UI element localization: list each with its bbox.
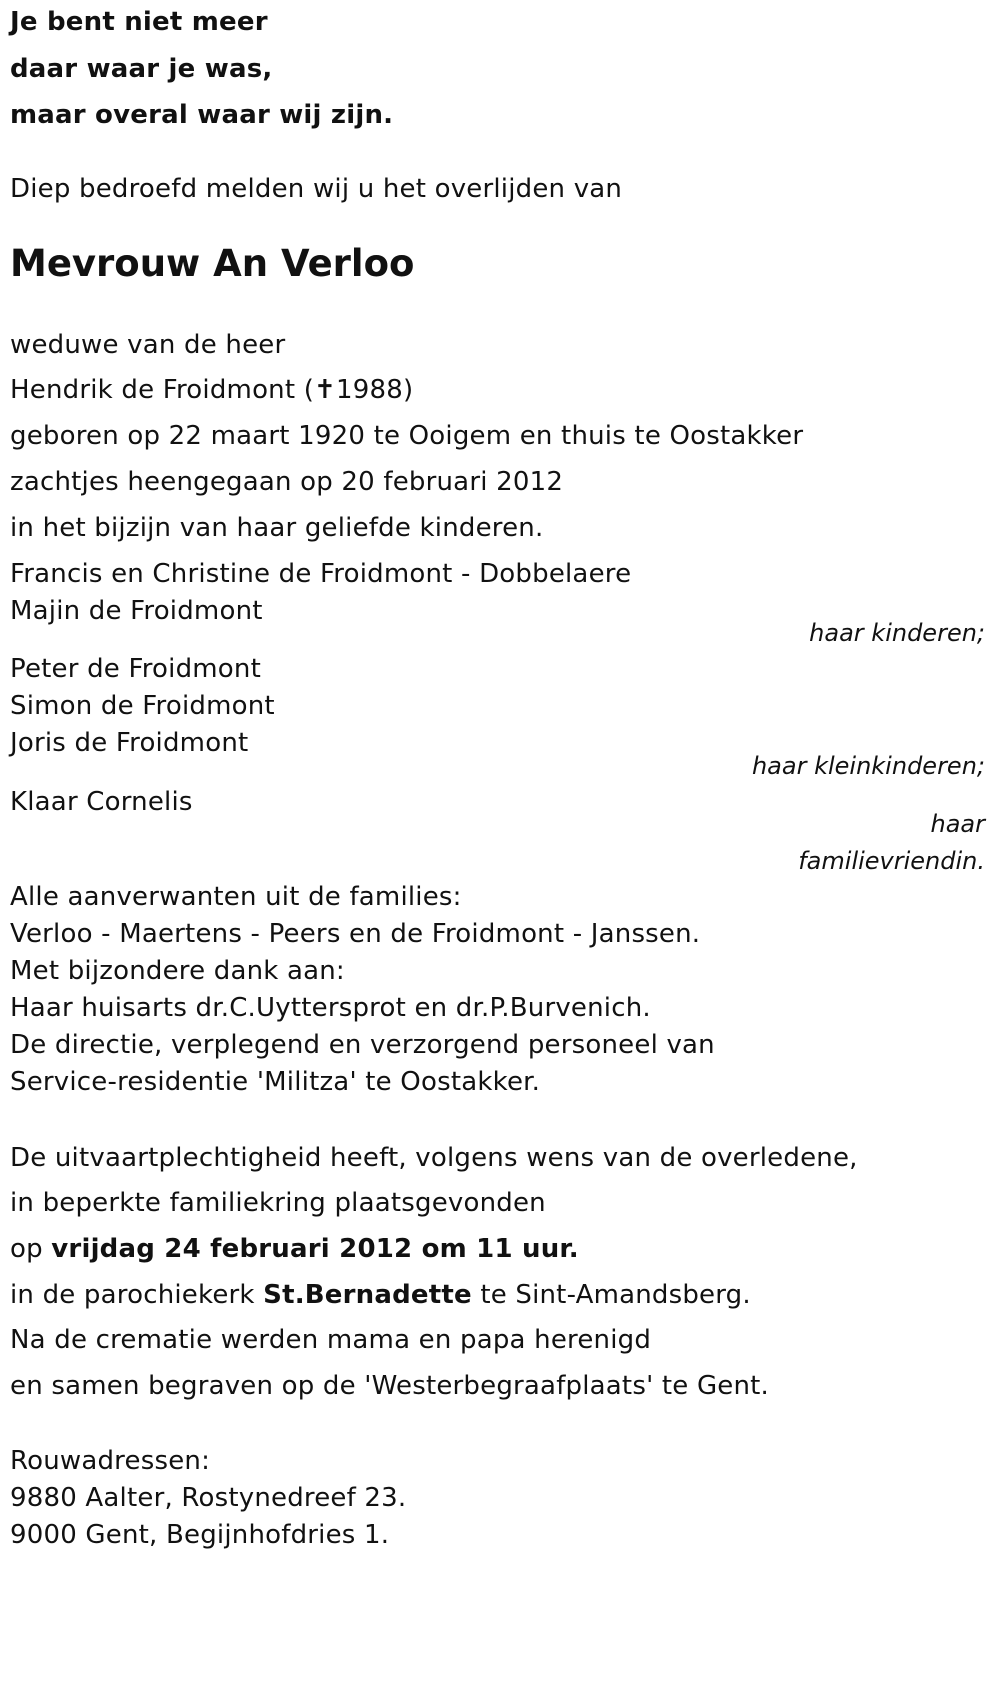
funeral-line-1: De uitvaartplechtigheid heeft, volgens wens van de overledene, bbox=[10, 1143, 858, 1173]
poem-line-2: daar waar je was, bbox=[10, 54, 273, 84]
friend-label-1: haar bbox=[930, 810, 985, 838]
funeral-line-4-suffix: te Sint-Amandsberg. bbox=[480, 1280, 751, 1310]
funeral-line-4-prefix: in de parochiekerk bbox=[10, 1280, 255, 1310]
address-line-2: 9000 Gent, Begijnhofdries 1. bbox=[10, 1520, 390, 1550]
families-line-4: Haar huisarts dr.C.Uyttersprot en dr.P.Burvenich. bbox=[10, 993, 651, 1023]
funeral-line-2: in beperkte familiekring plaatsgevonden bbox=[10, 1188, 546, 1218]
families-line-2: Verloo - Maertens - Peers en de Froidmont - Janssen. bbox=[10, 919, 701, 949]
funeral-line-3-prefix: op bbox=[10, 1234, 43, 1264]
detail-line-3: geboren op 22 maart 1920 te Ooigem en thuis te Oostakker bbox=[10, 421, 804, 451]
families-line-1: Alle aanverwanten uit de families: bbox=[10, 882, 462, 912]
families-line-5: De directie, verplegend en verzorgend personeel van bbox=[10, 1030, 715, 1060]
funeral-line-4 bbox=[10, 1279, 751, 1311]
detail-line-2: Hendrik de Froidmont (✝1988) bbox=[10, 375, 414, 405]
families-line-6: Service-residentie 'Militza' te Oostakker. bbox=[10, 1067, 541, 1097]
poem-line-1: Je bent niet meer bbox=[10, 7, 268, 37]
friend-label-2: familievriendin. bbox=[798, 847, 985, 875]
funeral-date: vrijdag 24 februari 2012 om 11 uur. bbox=[51, 1234, 579, 1264]
grandchild-line-3: Joris de Froidmont bbox=[10, 728, 249, 758]
detail-line-1: weduwe van de heer bbox=[10, 330, 286, 360]
funeral-line-6: en samen begraven op de 'Westerbegraafplaats' te Gent. bbox=[10, 1371, 770, 1401]
addresses-heading: Rouwadressen: bbox=[10, 1446, 211, 1476]
children-label: haar kinderen; bbox=[809, 619, 985, 647]
poem-line-3: maar overal waar wij zijn. bbox=[10, 100, 394, 130]
deceased-name: Mevrouw An Verloo bbox=[10, 242, 415, 285]
funeral-line-3 bbox=[10, 1233, 579, 1265]
grandchild-line-1: Peter de Froidmont bbox=[10, 654, 261, 684]
funeral-line-5: Na de crematie werden mama en papa herenigd bbox=[10, 1325, 652, 1355]
address-line-1: 9880 Aalter, Rostynedreef 23. bbox=[10, 1483, 407, 1513]
intro-text: Diep bedroefd melden wij u het overlijden van bbox=[10, 174, 623, 204]
grandchildren-label: haar kleinkinderen; bbox=[751, 752, 985, 780]
child-line-2: Majin de Froidmont bbox=[10, 596, 263, 626]
families-line-3: Met bijzondere dank aan: bbox=[10, 956, 345, 986]
friend-name: Klaar Cornelis bbox=[10, 787, 193, 817]
grandchild-line-2: Simon de Froidmont bbox=[10, 691, 275, 721]
church-name: St.Bernadette bbox=[263, 1280, 472, 1310]
detail-line-5: in het bijzijn van haar geliefde kinderen. bbox=[10, 513, 544, 543]
detail-line-4: zachtjes heengegaan op 20 februari 2012 bbox=[10, 467, 564, 497]
child-line-1: Francis en Christine de Froidmont - Dobbelaere bbox=[10, 559, 632, 589]
